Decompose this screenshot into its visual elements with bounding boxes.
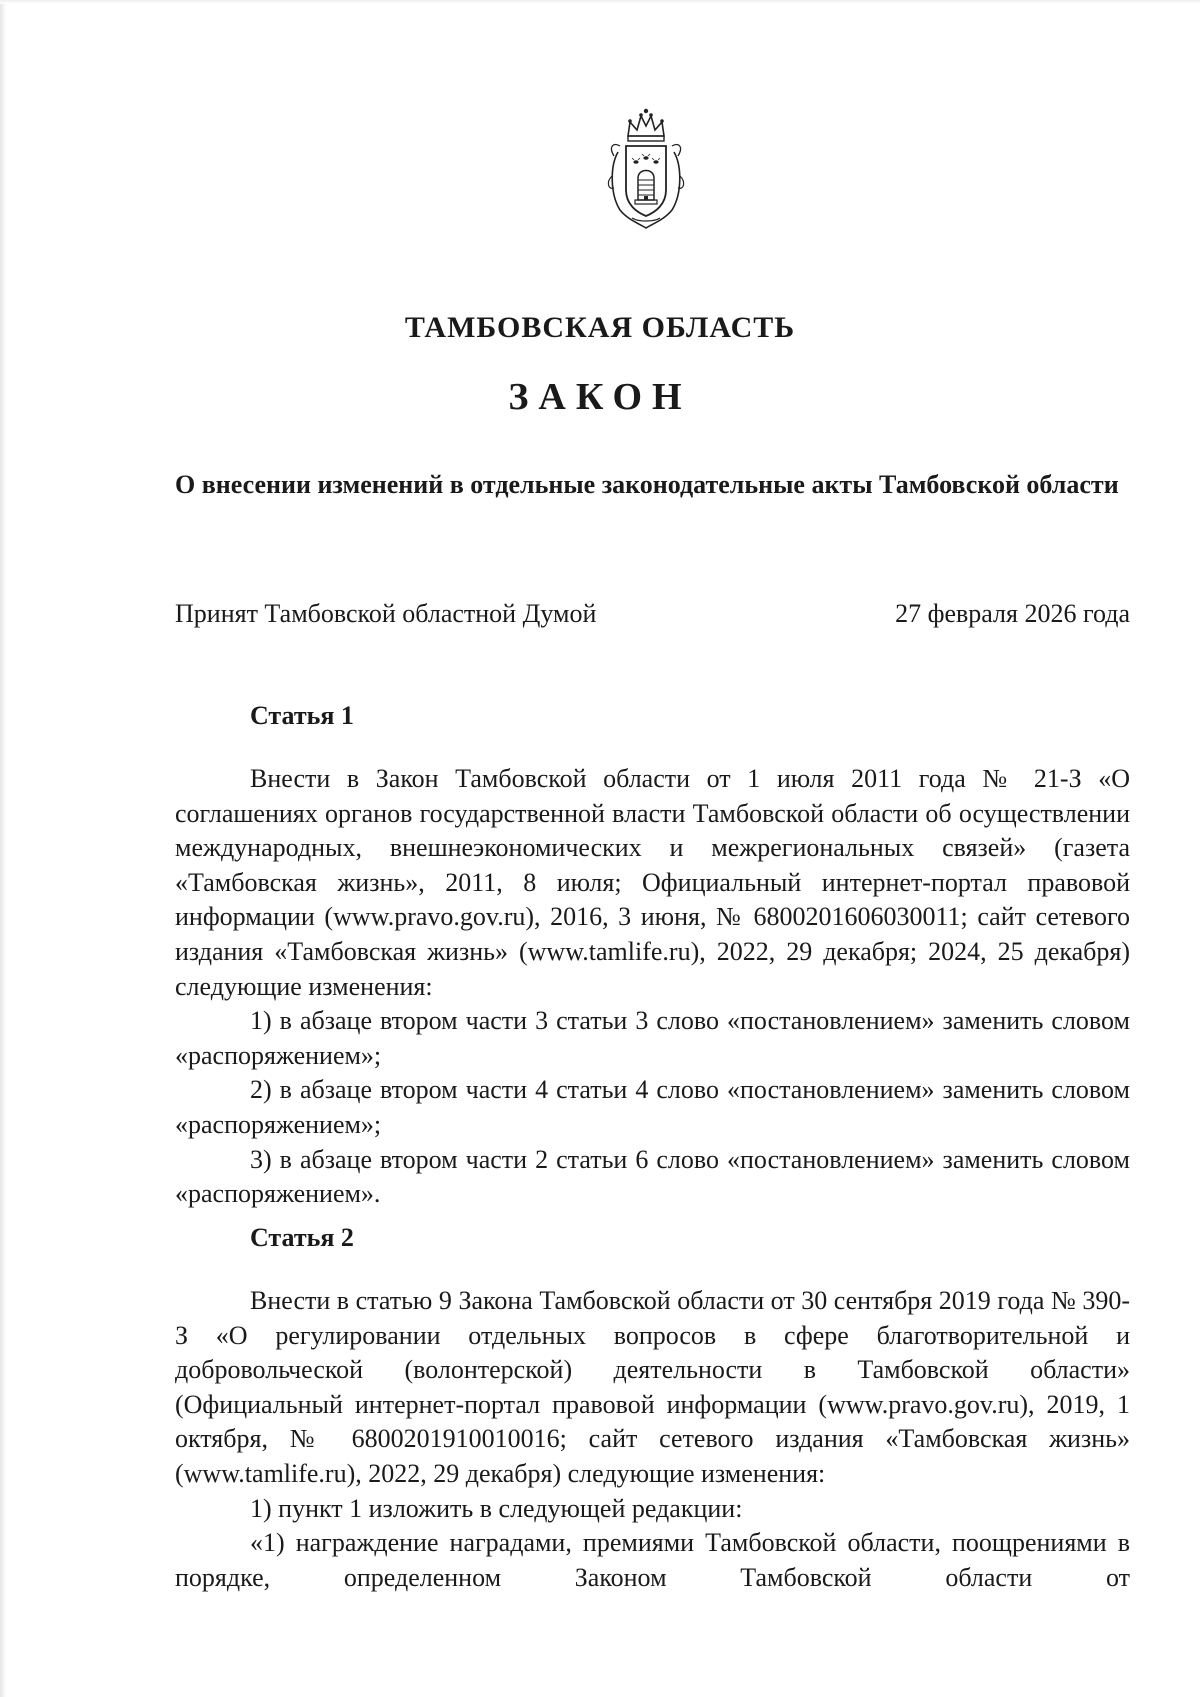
scan-edge-left <box>0 0 6 1697</box>
article-1-heading: Статья 1 <box>250 701 354 730</box>
adoption-line <box>175 596 1130 632</box>
article-2-intro: Внести в статью 9 Закона Тамбовской области от 30 сентября 2019 года № 390-З «О регулировании отдельных вопросов в сфере благотворительной и добровольческой (волонтерской) деятельности в Тамбовской области» (Официальный интернет-портал правовой информации (www.pravo.gov.ru), 2019, 1 октября, № 6800201910010016; сайт сетевого издания «Тамбовская жизнь» (www.tamlife.ru), 2022, 29 декабря) следующие изменения: <box>175 1286 1130 1488</box>
adoption-date: 27 февраля 2026 года <box>895 599 1130 628</box>
scan-edge-top <box>0 0 1200 4</box>
article-1-intro: Внести в Закон Тамбовской области от 1 июля 2011 года № 21-З «О соглашениях органов государственной власти Тамбовской области об осуществлении международных, внешнеэкономических и межрегиональных связей» (газета «Тамбовская жизнь», 2011, 8 июля; Официальный интернет-портал правовой информации (www.pravo.gov.ru), 2016, 3 июня, № 6800201606030011; сайт сетевого издания «Тамбовская жизнь» (www.tamlife.ru), 2022, 29 декабря; 2024, 25 декабря) следующие изменения: <box>175 764 1130 1001</box>
region-title: ТАМБОВСКАЯ ОБЛАСТЬ <box>404 311 796 344</box>
article-2-item: «1) награждение наградами, премиями Тамбовской области, поощрениями в порядке, определенном Законом Тамбовской области от <box>175 1528 1130 1592</box>
article-2-item: 1) пункт 1 изложить в следующей редакции: <box>250 1493 743 1523</box>
article-2-body <box>175 1284 1130 1595</box>
law-subject: О внесении изменений в отдельные законодательные акты Тамбовской области <box>175 470 1119 499</box>
tambov-coat-of-arms-icon <box>604 106 688 230</box>
article-1-body <box>175 762 1130 1212</box>
article-1-item: 1) в абзаце втором части 3 статьи 3 слово «постановлением» заменить словом «распоряжением»; <box>175 1006 1130 1070</box>
document-type: ЗАКОН <box>508 376 692 418</box>
article-1-item: 3) в абзаце втором части 2 статьи 6 слово «постановлением» заменить словом «распоряжением». <box>175 1144 1130 1209</box>
article-2-heading: Статья 2 <box>250 1223 354 1252</box>
adoption-label: Принят Тамбовской областной Думой <box>175 599 597 628</box>
article-1-item: 2) в абзаце втором части 4 статьи 4 слово «постановлением» заменить словом «распоряжением»; <box>175 1075 1130 1139</box>
